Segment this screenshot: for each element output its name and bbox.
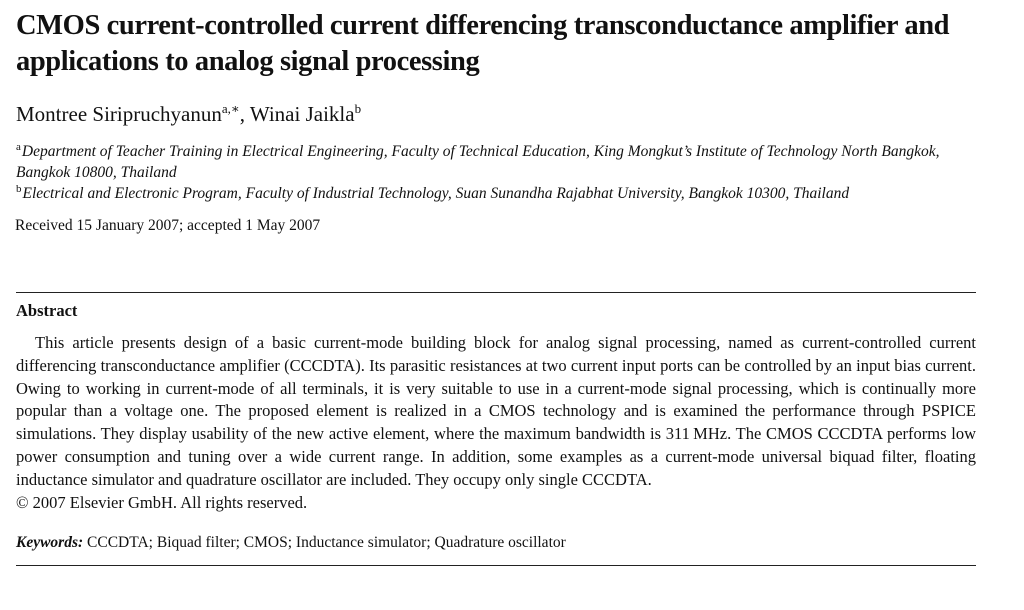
keywords-label: Keywords: (16, 534, 84, 552)
author-affil-marks: b (354, 101, 362, 116)
top-divider (16, 292, 976, 293)
author-affil-marks: a,∗ (221, 101, 240, 116)
author-name: Winai Jaikla (249, 102, 355, 126)
author-list (16, 101, 976, 127)
affiliation-a (16, 141, 976, 183)
abstract-text: This article presents design of a basic current-mode building block for analog signal processing, named as current-controlled current differencing transconductance amplifier (CCCDTA). Its parasitic resistances at two current input ports can be controlled by an input bias current. Owing to working in current-mode of all terminals, it is very suitable to use in a current-mode signal processing, which is continually more popular than a voltage one. The proposed element is realized in a CMOS technology and is examined the performance through PSPICE simulations. They display usability of the new active element, where the maximum bandwidth is 311 MHz. The CMOS CCCDTA performs low power consumption and tuning over a wide current range. In addition, some examples as a current-mode universal biquad filter, floating inductance simulator and quadrature oscillator are included. They occupy only single CCCDTA. (16, 333, 976, 489)
copyright-notice: © 2007 Elsevier GmbH. All rights reserved. (16, 492, 308, 512)
keywords-line (16, 533, 976, 553)
abstract-heading: Abstract (16, 301, 78, 320)
keywords-list: CCCDTA; Biquad filter; CMOS; Inductance simulator; Quadrature oscillator (87, 534, 566, 552)
affiliations (16, 141, 976, 204)
affiliation-text: Department of Teacher Training in Electrical Engineering, Faculty of Technical Education, King Mongkut’s Institute of Technology North Bangkok, Bangkok 10800, Thailand (16, 143, 940, 181)
paper-page (16, 0, 976, 566)
author-name: Montree Siripruchyanun (16, 102, 222, 126)
paper-title: CMOS current-controlled current differencing transconductance amplifier and applications to analog signal processing (16, 10, 950, 77)
affiliation-mark: a (16, 141, 21, 153)
author-2[interactable] (250, 102, 361, 126)
bottom-divider (16, 565, 976, 566)
affiliation-b (16, 183, 976, 204)
author-1[interactable] (16, 102, 240, 126)
author-separator: , (239, 102, 250, 126)
affiliation-text: Electrical and Electronic Program, Faculty of Industrial Technology, Suan Sunandha Rajabhat University, Bangkok 10300, Thailand (22, 185, 850, 202)
received-dates: Received 15 January 2007; accepted 1 May 2007 (15, 217, 321, 234)
affiliation-mark: b (16, 183, 22, 195)
